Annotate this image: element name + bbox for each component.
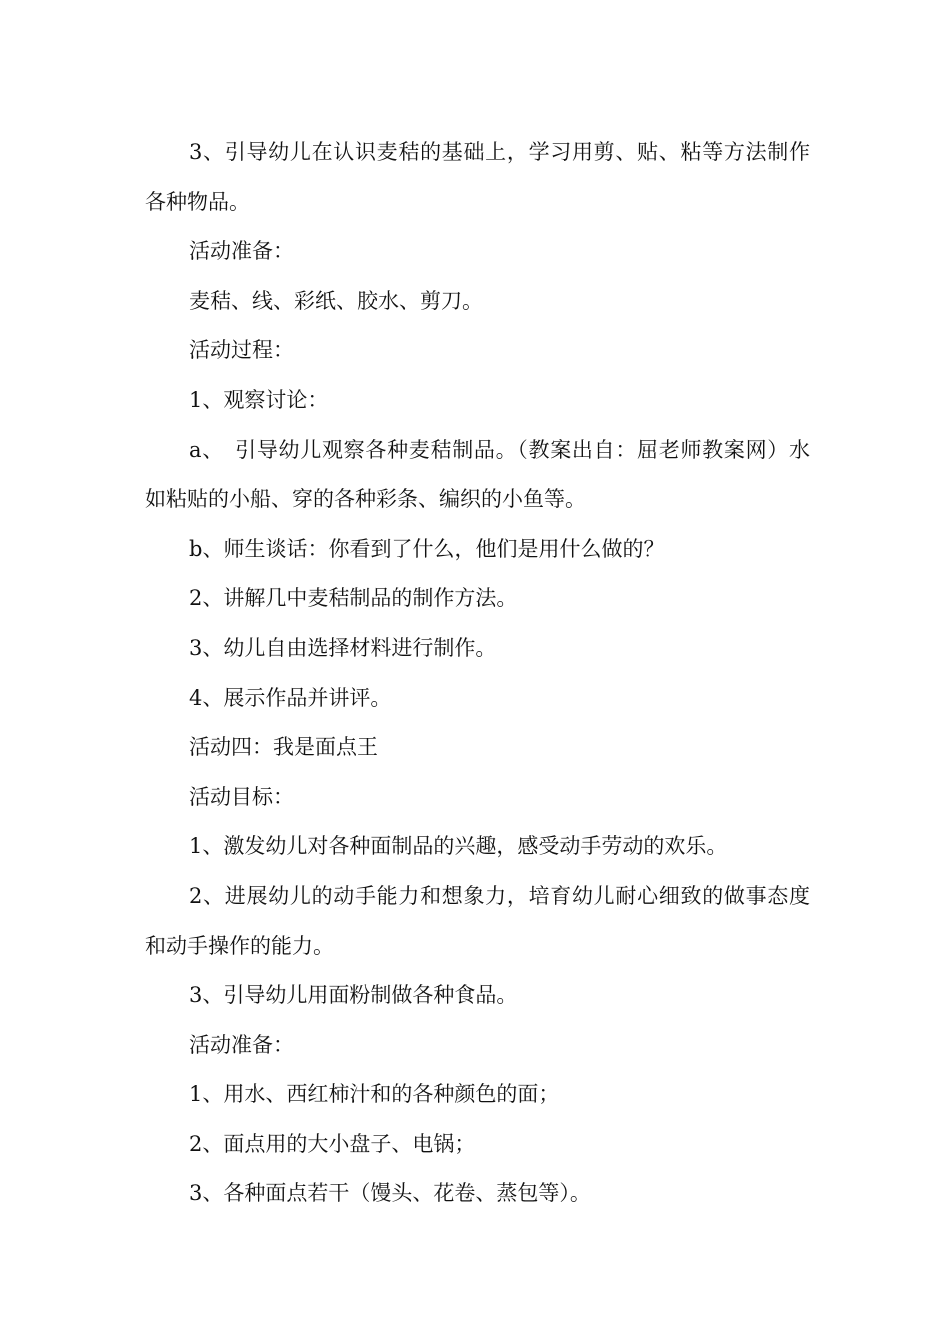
paragraph-goal-3: 3、引导幼儿在认识麦秸的基础上，学习用剪、贴、粘等方法制作各种物品。 <box>145 140 810 214</box>
paragraph-prep-1: 1、用水、西红柿汁和的各种颜色的面； <box>189 1082 560 1107</box>
paragraph-step-1b: b、师生谈话：你看到了什么，他们是用什么做的？ <box>189 536 665 561</box>
paragraph-step-2: 2、讲解几中麦秸制品的制作方法。 <box>189 586 518 611</box>
paragraph-goals-heading: 活动目标： <box>189 784 294 809</box>
paragraph-goal-2: 2、进展幼儿的动手能力和想象力，培育幼儿耐心细致的做事态度和动手操作的能力。 <box>145 883 810 958</box>
paragraph-step-1: 1、观察讨论： <box>189 387 329 412</box>
paragraph-prep-2: 2、面点用的大小盘子、电锅； <box>189 1131 476 1156</box>
paragraph-prep-3: 3、各种面点若干（馒头、花卷、蒸包等）。 <box>189 1181 591 1206</box>
paragraph-goal-3b: 3、引导幼儿用面粉制做各种食品。 <box>189 983 518 1008</box>
paragraph-step-3: 3、幼儿自由选择材料进行制作。 <box>189 635 497 660</box>
paragraph-preparation-heading-2: 活动准备： <box>189 1032 294 1057</box>
paragraph-step-1a: a、 引导幼儿观察各种麦秸制品。（教案出自：屈老师教案网）水如粘贴的小船、穿的各种彩条、编织的小鱼等。 <box>145 437 810 512</box>
paragraph-step-4: 4、展示作品并讲评。 <box>189 685 392 710</box>
paragraph-process-heading: 活动过程： <box>189 338 294 363</box>
paragraph-goal-1: 1、激发幼儿对各种面制品的兴趣，感受动手劳动的欢乐。 <box>189 834 728 859</box>
document-body <box>145 128 810 1219</box>
paragraph-materials: 麦秸、线、彩纸、胶水、剪刀。 <box>189 288 483 313</box>
paragraph-preparation-heading: 活动准备： <box>189 239 294 264</box>
paragraph-activity-4-title: 活动四：我是面点王 <box>189 735 378 760</box>
